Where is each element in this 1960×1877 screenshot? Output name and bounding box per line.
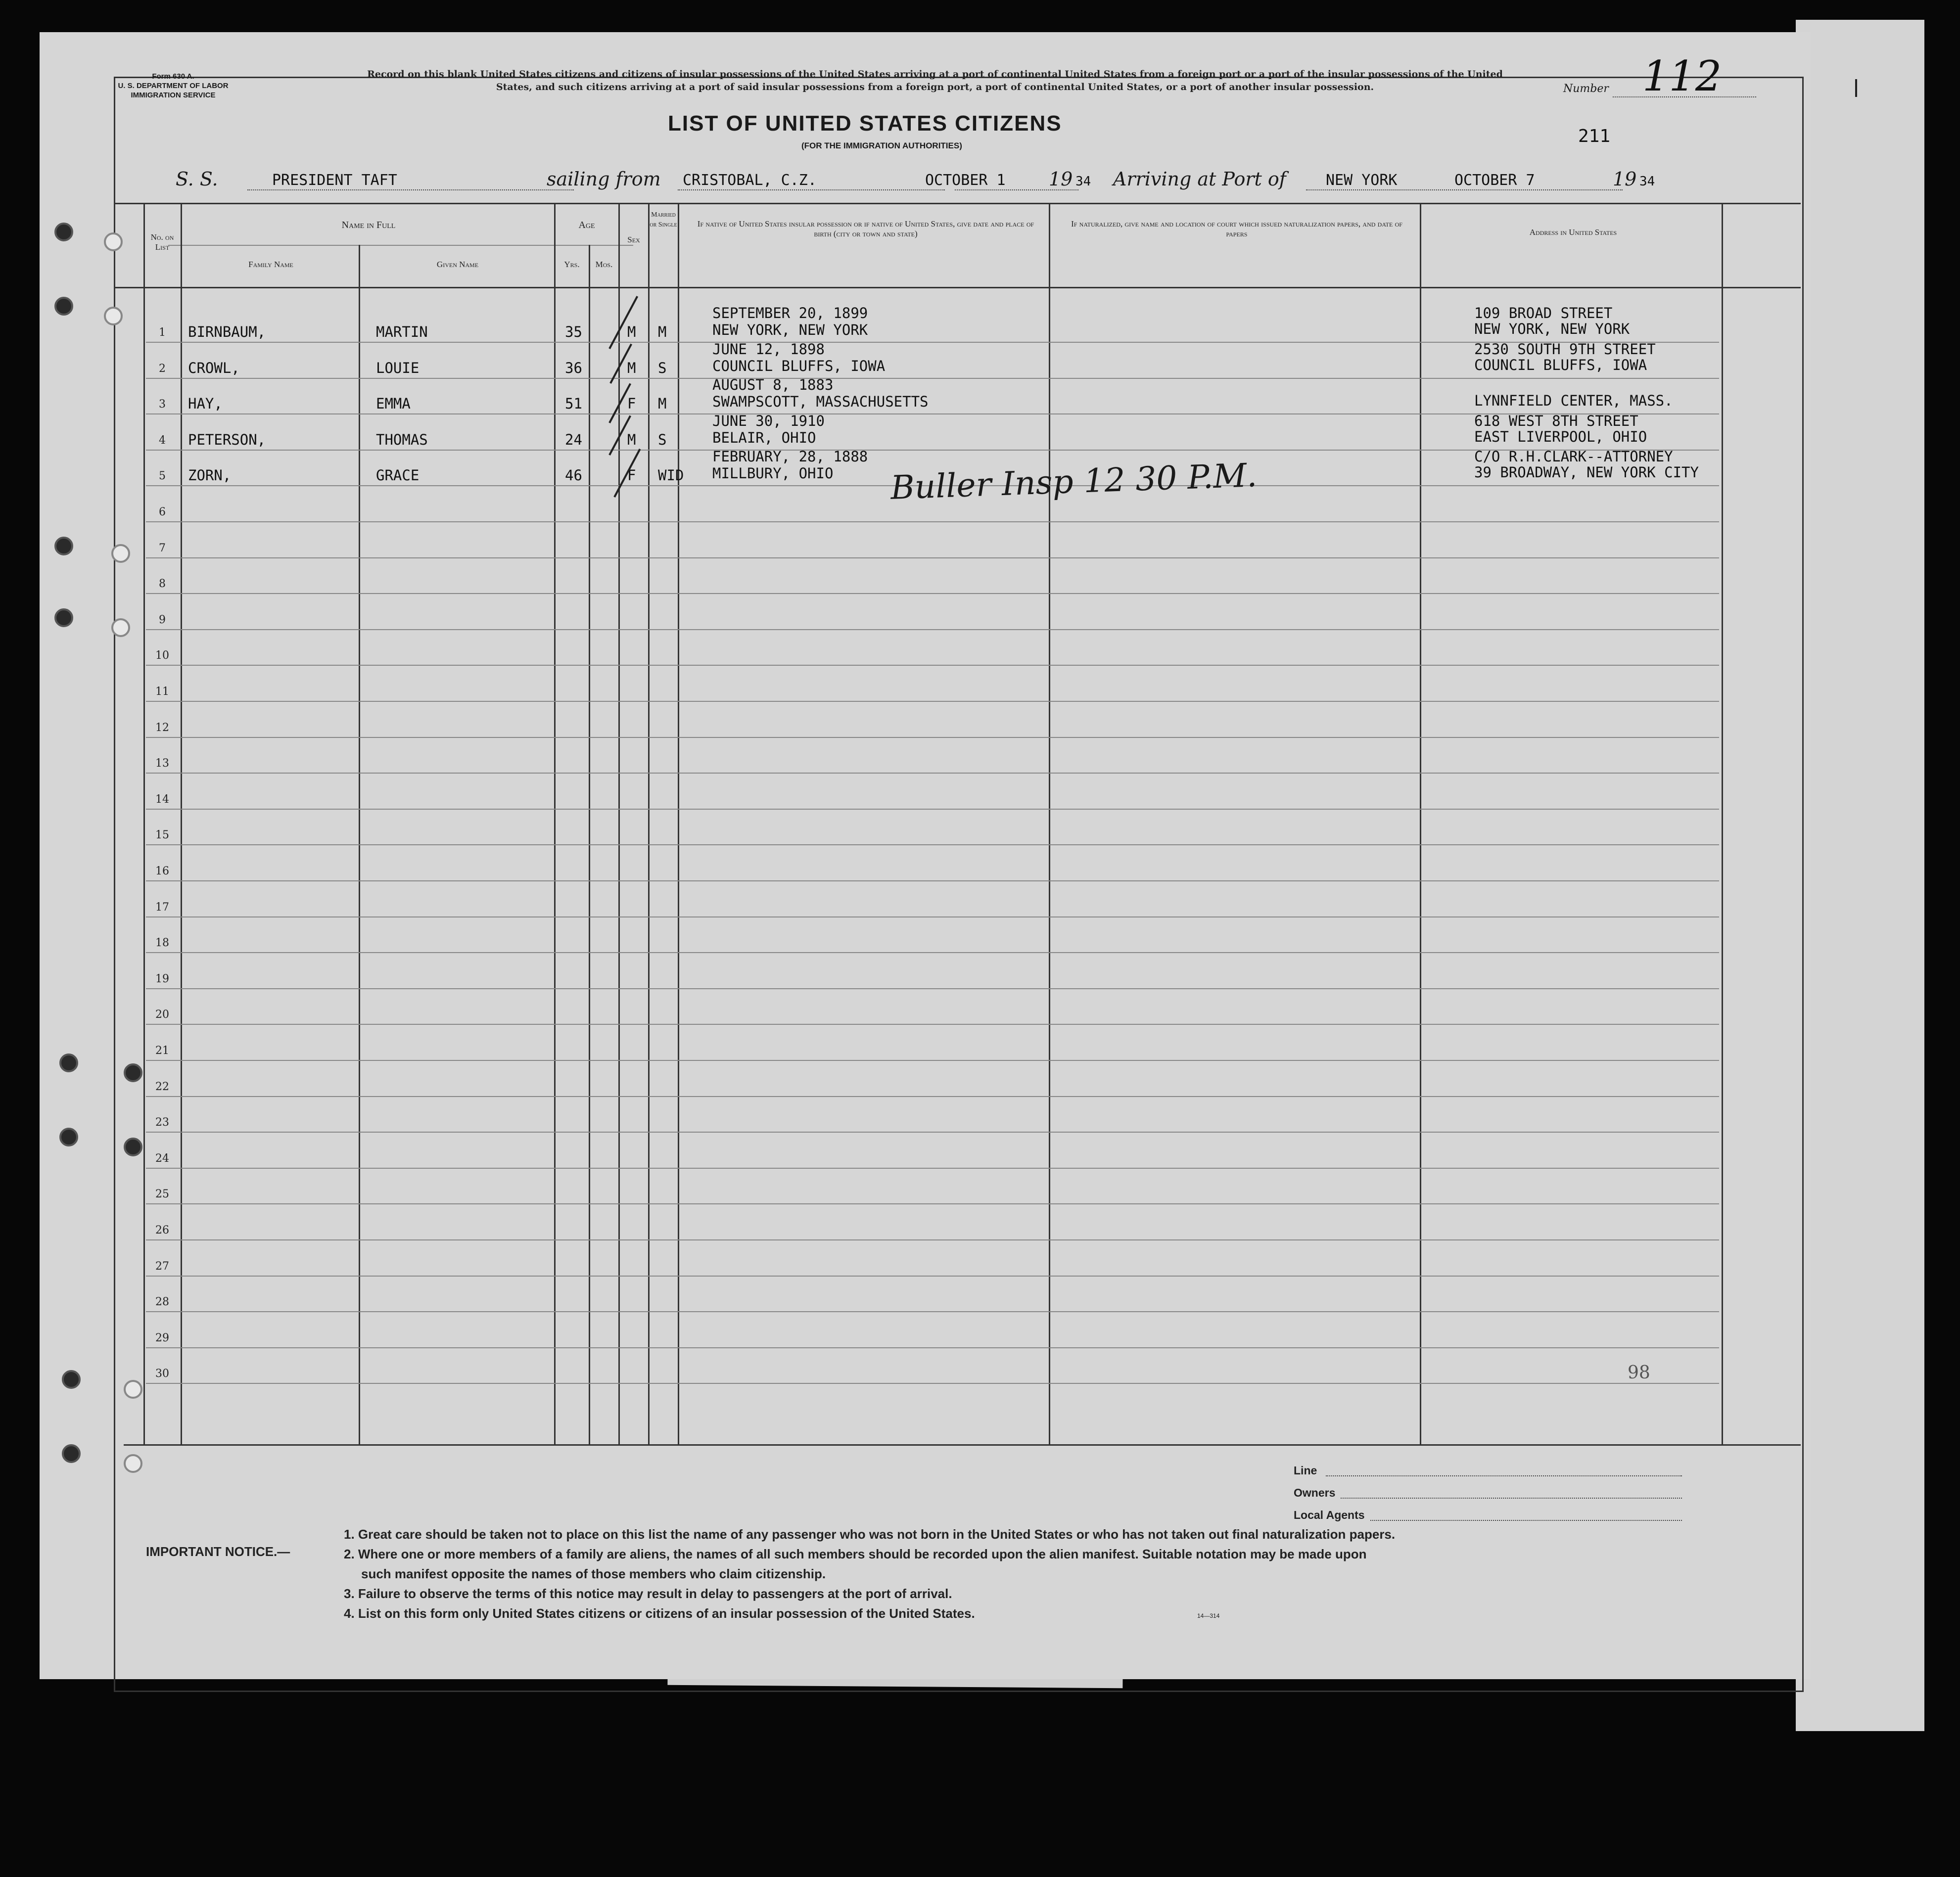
stamp-number: 211 (1578, 126, 1611, 146)
agent-local-field (1370, 1520, 1682, 1521)
marital-status-cell: M (658, 395, 667, 412)
birth-date-cell: JUNE 30, 1910 (712, 412, 825, 429)
row-rule (146, 1239, 1719, 1240)
arrival-port-line (1306, 189, 1623, 190)
page-subtitle: (FOR THE IMMIGRATION AUTHORITIES) (801, 141, 962, 150)
header-no-on-list: No. on List (150, 232, 174, 252)
table-top-rule (114, 203, 1801, 204)
col-rule-birth (1049, 203, 1050, 1444)
header-name-in-full: Name in Full (341, 220, 396, 230)
arriving-label: Arriving at Port of (1113, 168, 1286, 190)
address-line2-cell: EAST LIVERPOOL, OHIO (1474, 428, 1647, 445)
notice-item-3: 3. Failure to observe the terms of this notice may result in delay to passengers at the port of arrival. (344, 1586, 952, 1601)
depart-year-prefix: 19 (1049, 168, 1073, 190)
number-label: Number (1563, 83, 1609, 95)
row-number: 22 (155, 1081, 169, 1093)
row-rule (146, 1203, 1719, 1204)
from-port-line (678, 189, 945, 190)
row-rule (146, 1132, 1719, 1133)
binder-hole (104, 232, 123, 251)
row-number: 14 (155, 793, 169, 806)
row-number: 19 (155, 973, 169, 985)
col-rule-left (143, 203, 145, 1444)
address-line2-cell: COUNCIL BLUFFS, IOWA (1474, 357, 1647, 373)
row-rule (146, 1383, 1719, 1384)
header-naturalized: If naturalized, give name and location of court which issued naturalization papers, and date of papers (1071, 219, 1402, 238)
given-name-cell: LOUIE (376, 360, 420, 376)
row-rule (146, 773, 1719, 774)
ship-line (247, 189, 574, 190)
col-rule-naturalized (1420, 203, 1421, 1444)
arrival-year: 34 (1639, 174, 1655, 189)
birth-place-cell: SWAMPSCOTT, MASSACHUSETTS (712, 393, 929, 410)
row-number: 3 (159, 398, 166, 411)
row-rule (146, 952, 1719, 953)
notice-label: IMPORTANT NOTICE.— (146, 1544, 290, 1559)
sex-cell: M (627, 360, 636, 376)
header-family-name: Family Name (248, 260, 293, 269)
sex-cell: F (627, 467, 636, 484)
family-name-cell: BIRNBAUM, (188, 323, 266, 340)
col-rule-no (181, 203, 182, 1444)
sex-cell: M (627, 431, 636, 448)
sex-cell: F (627, 395, 636, 412)
notice-item-2: 2. Where one or more members of a family are aliens, the names of all such members should be recorded upon the alien manifest. Suitable notation may be made upon (344, 1547, 1367, 1561)
row-rule (146, 844, 1719, 845)
row-number: 21 (155, 1045, 169, 1057)
header-address: Address in United States (1529, 228, 1617, 237)
row-rule (146, 557, 1719, 558)
row-number: 28 (155, 1296, 169, 1308)
age-years-cell: 46 (565, 467, 582, 484)
header-age: Age (578, 220, 595, 230)
family-name-cell: ZORN, (188, 467, 232, 484)
row-number: 9 (159, 614, 166, 626)
birth-place-cell: MILLBURY, OHIO (712, 465, 834, 482)
depart-year: 34 (1075, 174, 1091, 189)
row-rule (146, 521, 1719, 522)
agent-owners-field (1341, 1498, 1682, 1499)
row-rule (146, 629, 1719, 630)
agent-local-label: Local Agents (1294, 1509, 1365, 1521)
page-mark: 98 (1628, 1363, 1650, 1383)
from-port: CRISTOBAL, C.Z. (683, 172, 817, 189)
row-rule (146, 593, 1719, 594)
marital-status-cell: M (658, 323, 667, 340)
agent-line-label: Line (1294, 1464, 1317, 1477)
binder-hole (62, 1370, 81, 1389)
col-rule-sex (648, 203, 650, 1444)
birth-place-cell: NEW YORK, NEW YORK (712, 321, 868, 338)
header-mos: Mos. (595, 260, 613, 269)
notice-item-2b: such manifest opposite the names of those members who claim citizenship. (361, 1566, 826, 1581)
service: IMMIGRATION SERVICE (131, 91, 216, 99)
col-rule-address (1722, 203, 1723, 1444)
sex-cell: M (627, 323, 636, 340)
row-number: 1 (159, 326, 166, 339)
address-line1-cell: 2530 SOUTH 9TH STREET (1474, 341, 1656, 358)
row-number: 25 (155, 1188, 169, 1200)
row-rule (146, 880, 1719, 881)
given-name-cell: EMMA (376, 395, 411, 412)
header-birth: If native of United States insular possession or if native of United States, give date and place of birth (city or town and state) (697, 219, 1034, 238)
row-rule (146, 916, 1719, 917)
row-number: 13 (155, 757, 169, 770)
row-rule (146, 809, 1719, 810)
instructions: Record on this blank United States citizens and citizens of insular possessions of the United States arriving at a port of continental United States from a foreign port or a port of the insular possessions of the United States, and such citizens arriving at a port of said insular possessions from a foreign port, a port of continental United States, or a port of another insular possession. (367, 69, 1503, 92)
birth-date-cell: FEBRUARY, 28, 1888 (712, 448, 868, 465)
row-number: 11 (155, 686, 169, 698)
ship-name: PRESIDENT TAFT (272, 172, 397, 189)
binder-hole (124, 1454, 142, 1473)
row-number: 8 (159, 578, 166, 590)
binder-hole (54, 608, 73, 627)
binder-hole (111, 618, 130, 637)
row-number: 30 (155, 1368, 169, 1380)
row-number: 12 (155, 722, 169, 734)
binder-hole (104, 307, 123, 325)
list-number: 112 (1642, 52, 1722, 100)
header-sex: Sex (627, 235, 640, 244)
binder-hole (124, 1063, 142, 1082)
print-code: 14—314 (1197, 1612, 1220, 1619)
binder-hole (54, 537, 73, 555)
binder-hole (54, 223, 73, 241)
row-number: 24 (155, 1152, 169, 1165)
col-rule-given (554, 203, 556, 1444)
row-number: 5 (159, 470, 166, 482)
row-rule (146, 1024, 1719, 1025)
given-name-cell: THOMAS (376, 431, 428, 448)
adjacent-page-strip (1796, 20, 1924, 1731)
marital-status-cell: S (658, 360, 667, 376)
agent-owners-label: Owners (1294, 1486, 1336, 1499)
birth-place-cell: COUNCIL BLUFFS, IOWA (712, 358, 886, 374)
given-name-cell: MARTIN (376, 323, 428, 340)
row-number: 17 (155, 901, 169, 914)
row-number: 6 (159, 506, 166, 518)
notice-item-1: 1. Great care should be taken not to place on this list the name of any passenger who was not born in the United States or who has not taken out final naturalization papers. (344, 1527, 1396, 1542)
row-rule (146, 1276, 1719, 1277)
row-rule (146, 988, 1719, 989)
manifest-page (40, 32, 1811, 1679)
header-given-name: Given Name (436, 260, 479, 269)
page-title: LIST OF UNITED STATES CITIZENS (668, 111, 1062, 136)
notice-item-4: 4. List on this form only United States citizens or citizens of an insular possession of the United States. (344, 1606, 975, 1621)
age-years-cell: 36 (565, 360, 582, 376)
binder-hole (124, 1138, 142, 1156)
row-number: 7 (159, 542, 166, 554)
address-line2-cell: 39 BROADWAY, NEW YORK CITY (1474, 464, 1699, 481)
binder-hole (124, 1380, 142, 1399)
age-years-cell: 51 (565, 395, 582, 412)
ss-label: S. S. (176, 168, 218, 190)
family-name-cell: CROWL, (188, 360, 240, 376)
arrival-port: NEW YORK (1326, 172, 1398, 189)
row-rule (146, 1311, 1719, 1312)
row-number: 2 (159, 363, 166, 375)
row-number: 4 (159, 434, 166, 447)
birth-place-cell: BELAIR, OHIO (712, 429, 816, 446)
header-married: Married or Single (650, 211, 677, 229)
row-rule (146, 701, 1719, 702)
row-rule (146, 1096, 1719, 1097)
row-number: 26 (155, 1224, 169, 1236)
age-header-rule (554, 245, 633, 246)
row-number: 20 (155, 1008, 169, 1021)
family-name-cell: HAY, (188, 395, 223, 412)
form-id (109, 72, 237, 100)
address-line2-cell: LYNNFIELD CENTER, MASS. (1474, 392, 1673, 409)
header-yrs: Yrs. (564, 260, 580, 269)
row-rule (146, 1060, 1719, 1061)
row-number: 18 (155, 937, 169, 949)
department: U. S. DEPARTMENT OF LABOR (118, 82, 229, 90)
family-name-cell: PETERSON, (188, 431, 266, 448)
arrival-year-prefix: 19 (1613, 168, 1637, 190)
agent-line-field (1326, 1475, 1682, 1476)
arrival-date: OCTOBER 7 (1454, 172, 1535, 189)
table-bottom-rule (124, 1444, 1801, 1446)
row-number: 29 (155, 1332, 169, 1344)
address-line1-cell: C/O R.H.CLARK--ATTORNEY (1474, 448, 1673, 465)
inspector-note: Buller Insp 12 30 P.M. (889, 456, 1258, 507)
row-number: 10 (155, 649, 169, 662)
marital-status-cell: WID (658, 467, 684, 484)
row-rule (146, 378, 1719, 379)
address-line1-cell: 618 WEST 8TH STREET (1474, 412, 1638, 429)
row-rule (146, 665, 1719, 666)
address-line1-cell: 109 BROAD STREET (1474, 305, 1613, 321)
binder-hole (111, 544, 130, 563)
binder-hole (59, 1128, 78, 1146)
birth-date-cell: SEPTEMBER 20, 1899 (712, 305, 868, 321)
col-rule-married (678, 203, 679, 1444)
address-line2-cell: NEW YORK, NEW YORK (1474, 320, 1630, 337)
header-bottom-rule (114, 287, 1801, 288)
row-rule (146, 737, 1719, 738)
age-years-cell: 35 (565, 323, 582, 340)
age-years-cell: 24 (565, 431, 582, 448)
marital-status-cell: S (658, 431, 667, 448)
row-rule (146, 1168, 1719, 1169)
birth-date-cell: JUNE 12, 1898 (712, 341, 825, 358)
row-number: 27 (155, 1260, 169, 1273)
binder-hole (62, 1444, 81, 1463)
birth-date-cell: AUGUST 8, 1883 (712, 376, 834, 393)
row-number: 15 (155, 829, 169, 841)
sailing-from-label: sailing from (547, 168, 661, 190)
form-number: Form 630 A. (152, 72, 194, 81)
row-number: 16 (155, 865, 169, 877)
binder-hole (54, 297, 73, 316)
given-name-cell: GRACE (376, 467, 420, 484)
row-rule (146, 1347, 1719, 1348)
col-rule-mos (618, 203, 620, 1444)
depart-date: OCTOBER 1 (925, 172, 1006, 189)
row-number: 23 (155, 1116, 169, 1129)
binder-hole (59, 1053, 78, 1072)
